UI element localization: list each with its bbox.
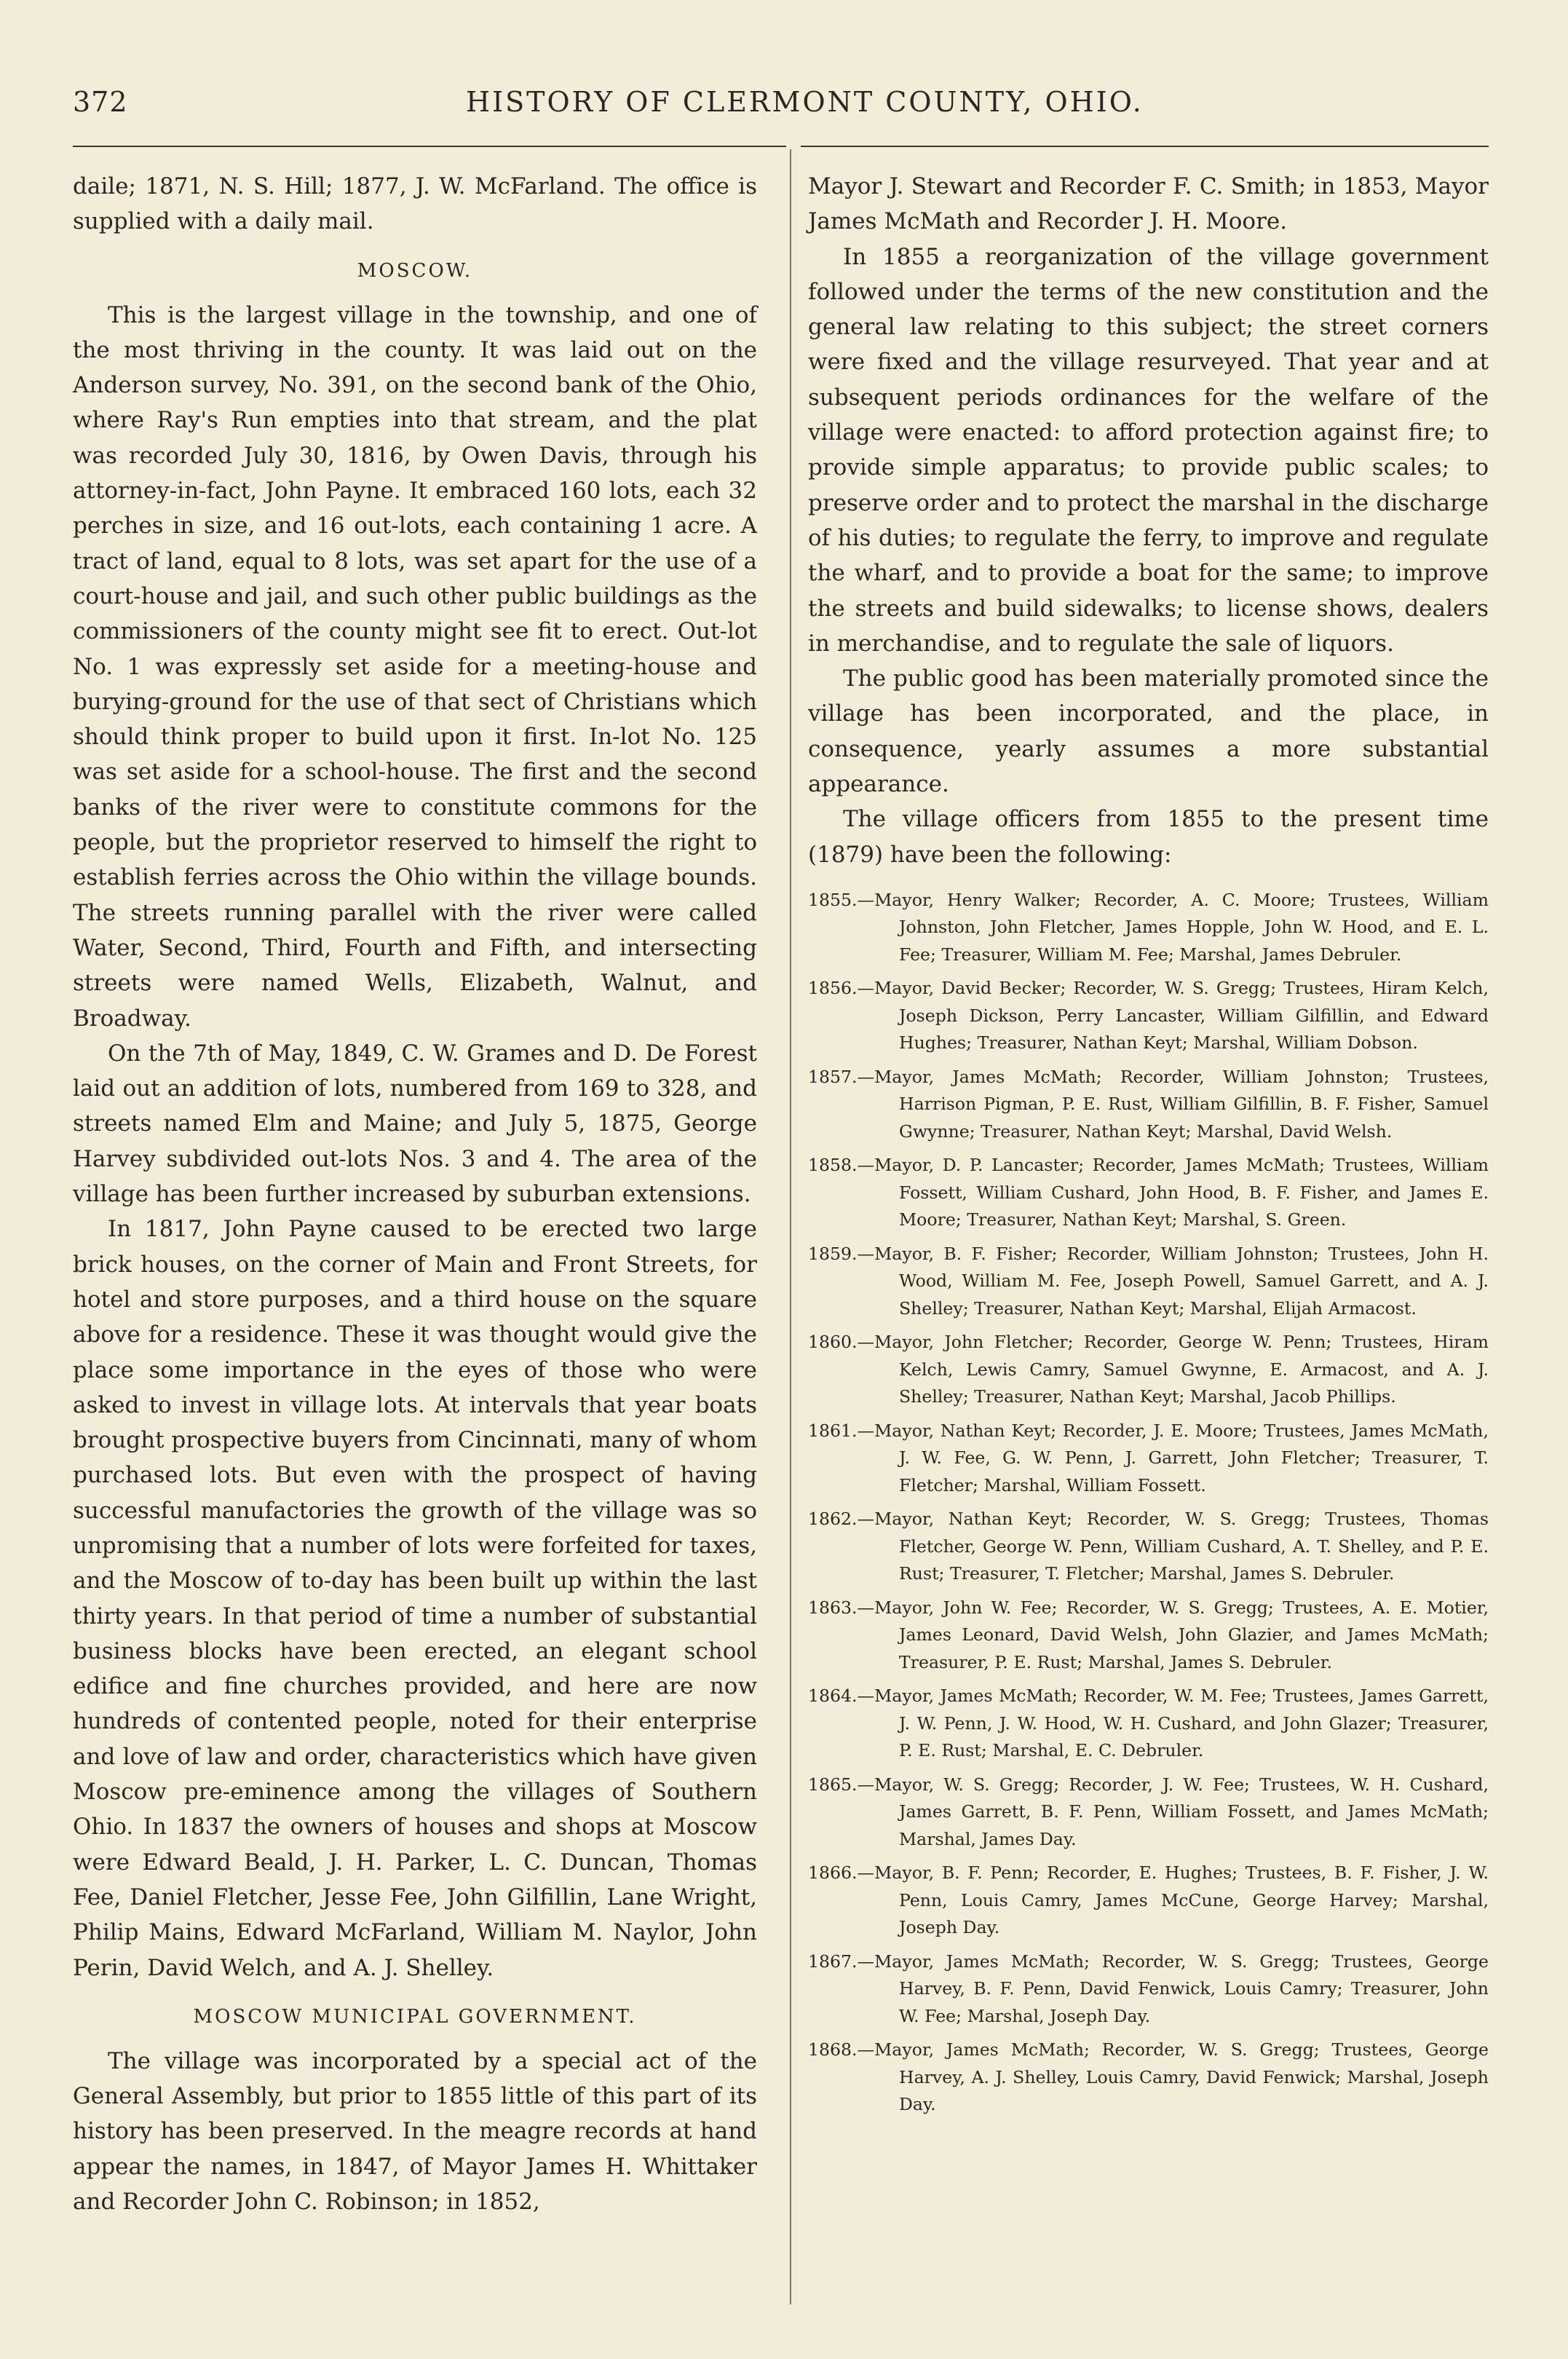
officers-entry-1861: 1861.—Mayor, Nathan Keyt; Recorder, J. E. Moore; Trustees, James McMath, J. W. Fee, G. W. Penn, J. Garrett, John Fletcher; Treasurer, T. Fletcher; Marshal, William Fossett. bbox=[808, 1420, 1489, 1495]
moscow-paragraph-3: In 1817, John Payne caused to be erected two large brick houses, on the corner of Main and Front Streets, for hotel and store purposes, and a third house on the square above for a residence. These it was thought would give the place some importance in the eyes of those who were asked to invest in village lots. At intervals that year boats brought prospective buyers from Cincinnati, many of whom purchased lots. But even with the prospect of having successful manufactories the growth of the village was so unpromising that a number of lots were forfeited for taxes, and the Moscow of to-day has been built up within the last thirty years. In that period of time a number of substantial business blocks have been erected, an elegant school edifice and fine churches provided, and here are now hundreds of contented people, noted for their enterprise and love of law and order, characteristics which have given Moscow pre-eminence among the villages of Southern Ohio. In 1837 the owners of houses and shops at Moscow were Edward Beald, J. H. Parker, L. C. Duncan, Thomas Fee, Daniel Fletcher, Jesse Fee, John Gilfillin, Lane Wright, Philip Mains, Edward McFarland, William M. Naylor, John Perin, David Welch, and A. J. Shelley. bbox=[73, 1216, 757, 1981]
moscow-heading: MOSCOW. bbox=[357, 259, 473, 282]
continuation-paragraph: Mayor J. Stewart and Recorder F. C. Smith; in 1853, Mayor James McMath and Recorder J. H. Moore. bbox=[808, 173, 1489, 235]
officers-entry-1860: 1860.—Mayor, John Fletcher; Recorder, George W. Penn; Trustees, Hiram Kelch, Lewis Camry, Samuel Gwynne, E. Armacost, and A. J. Shelley; Treasurer, Nathan Keyt; Marshal, Jacob Phillips. bbox=[808, 1332, 1489, 1407]
officers-entry-1864: 1864.—Mayor, James McMath; Recorder, W. M. Fee; Trustees, James Garrett, J. W. Penn, J. W. Hood, W. H. Cushard, and John Glazer; Treasurer, P. E. Rust; Marshal, E. C. Debruler. bbox=[808, 1686, 1489, 1761]
officers-entry-1862: 1862.—Mayor, Nathan Keyt; Recorder, W. S. Gregg; Trustees, Thomas Fletcher, George W. Penn, William Cushard, A. T. Shelley, and P. E. Rust; Treasurer, T. Fletcher; Marshal, James S. Debruler. bbox=[808, 1509, 1489, 1584]
left-column bbox=[73, 169, 757, 2219]
moscow-paragraph-2: On the 7th of May, 1849, C. W. Grames and D. De Forest laid out an addition of lots, numbered from 169 to 328, and streets named Elm and Maine; and July 5, 1875, George Harvey subdivided out-lots Nos. 3 and 4. The area of the village has been further increased by suburban extensions. bbox=[73, 1040, 757, 1208]
officers-entry-1855: 1855.—Mayor, Henry Walker; Recorder, A. C. Moore; Trustees, William Johnston, John Fletcher, James Hopple, John W. Hood, and E. L. Fee; Treasurer, William M. Fee; Marshal, James Debruler. bbox=[808, 889, 1489, 965]
officers-entry-1868: 1868.—Mayor, James McMath; Recorder, W. S. Gregg; Trustees, George Harvey, A. J. Shelley, Louis Camry, David Fenwick; Marshal, Joseph Day. bbox=[808, 2039, 1489, 2115]
officers-entry-1857: 1857.—Mayor, James McMath; Recorder, William Johnston; Trustees, Harrison Pigman, P. E. Rust, William Gilfillin, B. F. Fisher, Samuel Gwynne; Treasurer, Nathan Keyt; Marshal, David Welsh. bbox=[808, 1066, 1489, 1142]
officers-entry-1856: 1856.—Mayor, David Becker; Recorder, W. S. Gregg; Trustees, Hiram Kelch, Joseph Dickson, Perry Lancaster, William Gilfillin, and Edward Hughes; Treasurer, Nathan Keyt; Marshal, William Dobson. bbox=[808, 978, 1489, 1054]
officers-intro-paragraph: The village officers from 1855 to the present time (1879) have been the following: bbox=[808, 806, 1489, 868]
moscow-paragraph-1: This is the largest village in the township, and one of the most thriving in the county. It was laid out on the Anderson survey, No. 391, on the second bank of the Ohio, where Ray's Run empties into that stream, and the plat was recorded July 30, 1816, by Owen Davis, through his attorney-in-fact, John Payne. It embraced 160 lots, each 32 perches in size, and 16 out-lots, each containing 1 acre. A tract of land, equal to 8 lots, was set apart for the use of a court-house and jail, and such other public buildings as the commissioners of the county might see fit to erect. Out-lot No. 1 was expressly set aside for a meeting-house and burying-ground for the use of that sect of Christians which should think proper to build upon it first. In-lot No. 125 was set aside for a school-house. The first and the second banks of the river were to constitute commons for the people, but the proprietor reserved to himself the right to establish ferries across the Ohio within the village bounds. The streets running parallel with the river were called Water, Second, Third, Fourth and Fifth, and intersecting streets were named Wells, Elizabeth, Walnut, and Broadway. bbox=[73, 301, 757, 1032]
officers-entry-1866: 1866.—Mayor, B. F. Penn; Recorder, E. Hughes; Trustees, B. F. Fisher, J. W. Penn, Louis Camry, James McCune, George Harvey; Marshal, Joseph Day. bbox=[808, 1862, 1489, 1938]
officers-list bbox=[808, 887, 1489, 2119]
reorganization-paragraph: In 1855 a reorganization of the village government followed under the terms of the new constitution and the general law relating to this subject; the street corners were fixed and the village resurveyed. That year and at subsequent periods ordinances for the welfare of the village were enacted: to afford protection against fire; to provide simple apparatus; to provide public scales; to preserve order and to protect the marshal in the discharge of his duties; to regulate the ferry, to improve and regulate the wharf, and to provide a boat for the same; to improve the streets and build sidewalks; to license shows, dealers in merchandise, and to regulate the sale of liquors. bbox=[808, 243, 1489, 657]
running-title: HISTORY OF CLERMONT COUNTY, OHIO. bbox=[466, 86, 1144, 118]
officers-entry-1859: 1859.—Mayor, B. F. Fisher; Recorder, William Johnston; Trustees, John H. Wood, William M. Fee, Joseph Powell, Samuel Garrett, and A. J. Shelley; Treasurer, Nathan Keyt; Marshal, Elijah Armacost. bbox=[808, 1243, 1489, 1319]
government-heading: MOSCOW MUNICIPAL GOVERNMENT. bbox=[193, 2005, 637, 2028]
officers-entry-1865: 1865.—Mayor, W. S. Gregg; Recorder, J. W. Fee; Trustees, W. H. Cushard, James Garrett, B. F. Penn, William Fossett, and James McMath; Marshal, James Day. bbox=[808, 1774, 1489, 1849]
page-number: 372 bbox=[73, 86, 128, 118]
government-paragraph-1: The village was incorporated by a special act of the General Assembly, but prior to 1855 little of this part of its history has been preserved. In the meagre records at hand appear the names, in 1847, of Mayor James H. Whittaker and Recorder John C. Robinson; in 1852, bbox=[73, 2047, 757, 2216]
column-divider bbox=[790, 149, 791, 2304]
page-header bbox=[73, 86, 1485, 137]
right-column bbox=[808, 169, 1489, 2125]
officers-entry-1867: 1867.—Mayor, James McMath; Recorder, W. S. Gregg; Trustees, George Harvey, B. F. Penn, David Fenwick, Louis Camry; Treasurer, John W. Fee; Marshal, Joseph Day. bbox=[808, 1951, 1489, 2026]
officers-entry-1858: 1858.—Mayor, D. P. Lancaster; Recorder, James McMath; Trustees, William Fossett, William Cushard, John Hood, B. F. Fisher, and James E. Moore; Treasurer, Nathan Keyt; Marshal, S. Green. bbox=[808, 1155, 1489, 1230]
intro-paragraph: daile; 1871, N. S. Hill; 1877, J. W. McFarland. The office is supplied with a daily mail. bbox=[73, 173, 757, 235]
header-rule-left bbox=[73, 146, 786, 147]
public-good-paragraph: The public good has been materially promoted since the village has been incorporated, and the place, in consequence, yearly assumes a more substantial appearance. bbox=[808, 665, 1489, 798]
header-rule-right bbox=[801, 146, 1489, 147]
officers-entry-1863: 1863.—Mayor, John W. Fee; Recorder, W. S. Gregg; Trustees, A. E. Motier, James Leonard, David Welsh, John Glazier, and James McMath; Treasurer, P. E. Rust; Marshal, James S. Debruler. bbox=[808, 1597, 1489, 1672]
